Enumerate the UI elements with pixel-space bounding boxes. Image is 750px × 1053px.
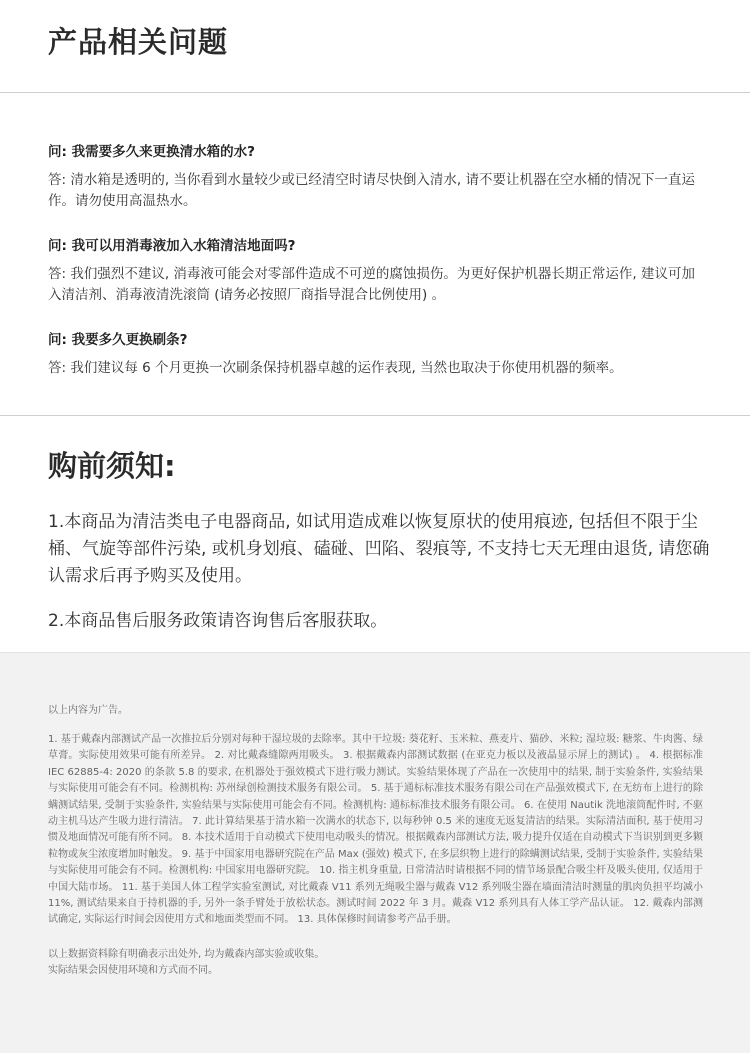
section-divider bbox=[0, 415, 750, 416]
faq-title: 产品相关问题 bbox=[48, 25, 229, 59]
faq-answer: 答: 我们建议每 6 个月更换一次刷条保持机器卓越的运作表现, 当然也取决于你使用机器的频率。 bbox=[48, 360, 623, 376]
faq-answer: 答: 我们强烈不建议, 消毒液可能会对零部件造成不可逆的腐蚀损伤。为更好保护机器长期正常运作, 建议可加入清洁剂、消毒液清洗滚筒 (请务必按照厂商指导混合比例使用) 。 bbox=[48, 266, 696, 303]
faq-answer: 答: 清水箱是透明的, 当你看到水量较少或已经清空时请尽快倒入清水, 请不要让机器在空水桶的情况下一直运作。请勿使用高温热水。 bbox=[48, 172, 696, 209]
faq-item bbox=[48, 140, 708, 212]
disclaimer-footer bbox=[0, 652, 750, 1053]
notice-paragraph-1: 1.本商品为清洁类电子电器商品, 如试用造成难以恢复原状的使用痕迹, 包括但不限于尘桶、气旋等部件污染, 或机身划痕、磕碰、凹陷、裂痕等, 不支持七天无理由退货, 请您确认需求后再予购买及使用。 bbox=[48, 512, 710, 586]
notice-title: 购前须知: bbox=[48, 449, 176, 483]
faq-question: 问: 我可以用消毒液加入水箱清洁地面吗? bbox=[48, 238, 296, 254]
purchase-notice bbox=[48, 444, 713, 653]
notice-paragraph-2: 2.本商品售后服务政策请咨询售后客服获取。 bbox=[48, 611, 388, 631]
faq-item bbox=[48, 328, 708, 379]
disclaimer-content bbox=[48, 701, 703, 979]
data-source-note: 以上数据资料除有明确表示出处外, 均为戴森内部实验或收集。 bbox=[48, 948, 325, 960]
faq-question: 问: 我要多久更换刷条? bbox=[48, 332, 188, 348]
footnotes: 1. 基于戴森内部测试产品一次推拉后分别对每种干湿垃圾的去除率。其中干垃圾: 葵花籽、玉米粒、燕麦片、猫砂、米粒; 湿垃圾: 糖浆、牛肉酱、绿草膏。实际使用效果可能有所差异。 2. 对比戴森缝隙两用吸头。 3. 根据戴森内部测试数据 (在亚克力板以及液晶显示屏上的测试) 。 4. 根据标准 IEC 62885-4: 2020 的条款 5.8 的要求, 在机器处于强效模式下进行吸力测试。实验结果体现了产品在一次使用中的结果, 制于实验条件, 实验结果与实际使用可能会有不同。检测机构: 苏州绿创检测技术服务有限公司。 5. 基于通标标准技术服务有限公司在产品强效模式下, 在无纺布上进行的除螨测试结果, 受制于实验条件, 实验结果与实际使用可能会有不同。检测机构: 通标标准技术服务有限公司。 6. 在使用 Nautik 洗地滚筒配件时, 不驱动主机马达产生吸力进行清洁。 7. 此计算结果基于清水箱一次满水的状态下, 以每秒钟 0.5 米的速度无返复清洁的结果。实际清洁面积, 基于使用习惯及地面情况可能有所不同。 8. 本技术适用于自动模式下使用电动吸头的情况。根据戴森内部测试方法, 吸力提升仅适在自动模式下当识别到更多颗粒物或灰尘浓度增加时触发。 9. 基于中国家用电器研究院在产品 Max (强效) 模式下, 在多层织物上进行的除螨测试结果, 受制于实验条件, 实验结果与实际使用可能会有不同。检测机构: 中国家用电器研究院。 10. 指主机身重量, 日常清洁时请根据不同的情节场景配合吸尘杆及吸头使用, 仅适用于中国大陆市场。 11. 基于美国人体工程学实验室测试, 对比戴森 V11 系列无绳吸尘器与戴森 V12 系列吸尘器在墙面清洁时测量的肌肉负担平均减小 11%, 测试结果来自于持机器的手, 另外一条手臂处于放松状态。测试时间 2022 年 3 月。戴森 V12 系列具有人体工学产品认证。 12. 戴森内部测试确定, 实际运行时间会因使用方式和地面类型而不同。 13. 具体保修时间请参考产品手册。 bbox=[48, 734, 703, 926]
faq-item bbox=[48, 234, 708, 306]
ad-notice: 以上内容为广告。 bbox=[48, 705, 128, 716]
faq-list bbox=[48, 140, 708, 401]
faq-question: 问: 我需要多久来更换清水箱的水? bbox=[48, 144, 255, 160]
faq-header bbox=[0, 0, 750, 93]
results-vary-note: 实际结果会因使用环境和方式而不同。 bbox=[48, 964, 218, 976]
